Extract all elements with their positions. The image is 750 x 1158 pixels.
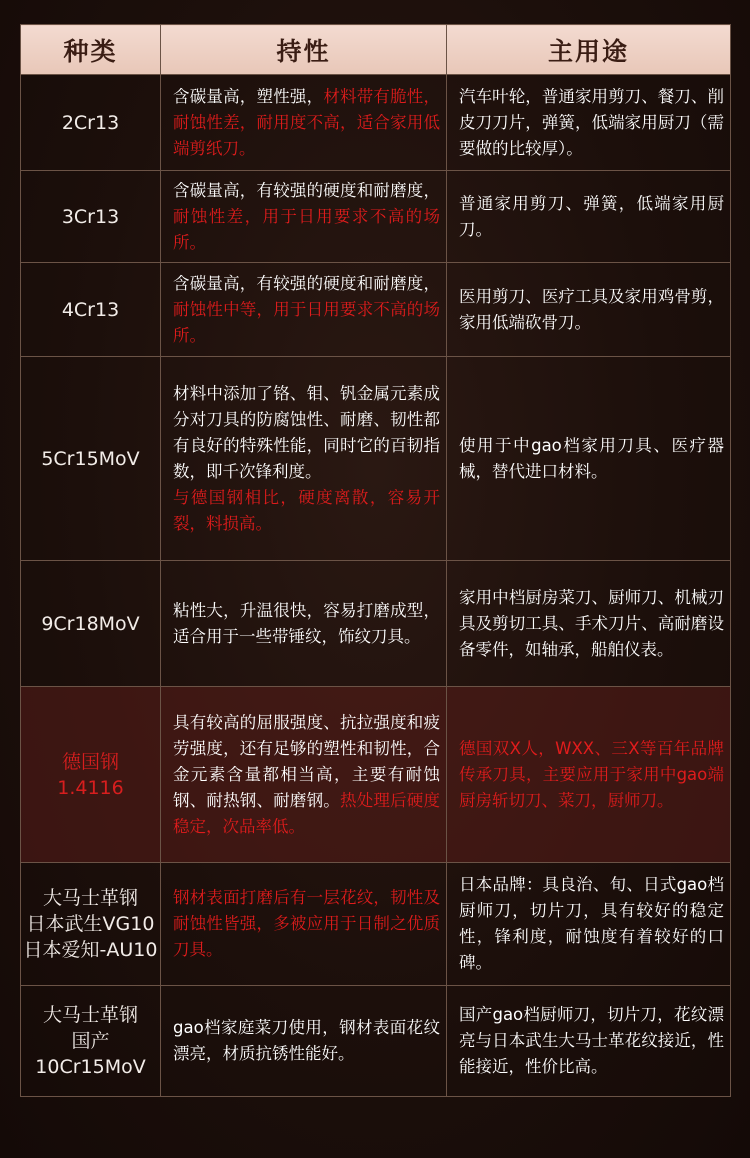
usage-text: 家用中档厨房菜刀、厨师刀、机械刃具及剪切工具、手术刀片、高耐磨设备零件，如轴承，船舶仪表。 — [459, 587, 724, 659]
property-cell — [161, 561, 447, 687]
property-text-highlight: 钢材表面打磨后有一层花纹，韧性及耐蚀性皆强，多被应用于日制之优质刀具。 — [173, 888, 440, 959]
table-row-highlighted — [21, 687, 731, 863]
property-text-highlight: 耐蚀性中等，用于日用要求不高的场所。 — [173, 299, 440, 345]
table-row — [21, 986, 731, 1097]
usage-cell — [447, 863, 731, 986]
usage-cell — [447, 263, 731, 357]
usage-cell — [447, 687, 731, 863]
property-cell — [161, 986, 447, 1097]
usage-cell — [447, 171, 731, 263]
property-text-highlight: 材料带有脆性，耐蚀性差，耐用度不高，适合家用低端剪纸刀。 — [173, 86, 441, 158]
steel-type-name: 4Cr13 — [61, 298, 120, 321]
property-cell — [161, 357, 447, 561]
usage-text: 国产gao档厨师刀，切片刀，花纹漂亮与日本武生大马士革花纹接近，性能接近，性价比高。 — [459, 1005, 724, 1076]
steel-type-cell — [21, 986, 161, 1097]
usage-text: 使用于中gao档家用刀具、医疗器械，替代进口材料。 — [459, 435, 724, 481]
property-cell — [161, 75, 447, 171]
table-row — [21, 863, 731, 986]
usage-text: 日本品牌：具良治、旬、日式gao档厨师刀，切片刀，具有较好的稳定性，锋利度，耐蚀度有着较好的口碑。 — [459, 875, 724, 972]
usage-cell — [447, 986, 731, 1097]
property-text: 含碳量高，有较强的硬度和耐磨度， — [173, 273, 440, 293]
steel-type-name: 大马士革钢 — [42, 1004, 138, 1026]
usage-cell — [447, 561, 731, 687]
property-text-highlight: 耐蚀性差，用于日用要求不高的场所。 — [173, 206, 440, 252]
steel-type-name: 2Cr13 — [61, 111, 120, 134]
steel-type-cell — [21, 171, 161, 263]
property-cell — [161, 263, 447, 357]
table-header-row — [21, 25, 731, 75]
table-row — [21, 75, 731, 171]
steel-type-cell — [21, 357, 161, 561]
table-row — [21, 263, 731, 357]
steel-type-name: 9Cr18MoV — [41, 612, 140, 635]
steel-type-name: 3Cr13 — [61, 205, 120, 228]
usage-cell — [447, 75, 731, 171]
table-row — [21, 561, 731, 687]
steel-type-cell — [21, 75, 161, 171]
usage-text-highlight: 德国双X人，WXX、三X等百年品牌传承刀具，主要应用于家用中gao端厨房斩切刀、菜刀，厨师刀。 — [459, 738, 724, 810]
table-row — [21, 357, 731, 561]
steel-type-cell — [21, 561, 161, 687]
usage-text: 医用剪刀、医疗工具及家用鸡骨剪，家用低端砍骨刀。 — [459, 286, 724, 332]
property-text: 材料中添加了铬、钼、钒金属元素成分对刀具的防腐蚀性、耐磨、韧性都有良好的特殊性能，同时它的百韧指数，即千次锋利度。 — [173, 383, 440, 481]
property-cell — [161, 687, 447, 863]
property-text: 粘性大，升温很快，容易打磨成型，适合用于一些带锤纹，饰纹刀具。 — [173, 600, 440, 646]
property-text: 含碳量高，有较强的硬度和耐磨度， — [173, 180, 440, 200]
property-text: 具有较高的屈服强度、抗拉强度和疲劳强度，还有足够的塑性和韧性，合金元素含量都相当高，主要有耐蚀钢、耐热钢、耐磨钢。 — [173, 712, 440, 810]
steel-type-cell — [21, 863, 161, 986]
steel-type-name: 德国钢 — [61, 750, 119, 773]
steel-type-name: 大马士革钢 — [42, 887, 138, 909]
steel-type-grade: 日本爱知-AU10 — [23, 939, 158, 961]
table-row — [21, 171, 731, 263]
steel-type-grade: 1.4116 — [57, 776, 124, 799]
property-cell — [161, 863, 447, 986]
property-text-highlight: 热处理后硬度稳定，次品率低。 — [173, 790, 441, 836]
header-property: 持性 — [161, 25, 447, 75]
steel-type-grade: 国产10Cr15MoV — [35, 1030, 146, 1078]
steel-type-grade: 日本武生VG10 — [26, 913, 155, 935]
header-usage: 主用途 — [447, 25, 731, 75]
usage-cell — [447, 357, 731, 561]
property-cell — [161, 171, 447, 263]
property-text: gao档家庭菜刀使用，钢材表面花纹漂亮，材质抗锈性能好。 — [173, 1018, 440, 1063]
property-text: 含碳量高，塑性强， — [173, 86, 324, 106]
steel-type-name: 5Cr15MoV — [41, 447, 140, 470]
header-type: 种类 — [21, 25, 161, 75]
usage-text: 普通家用剪刀、弹簧，低端家用厨刀。 — [459, 193, 724, 239]
steel-type-cell — [21, 263, 161, 357]
steel-comparison-table — [20, 24, 731, 1097]
usage-text: 汽车叶轮，普通家用剪刀、餐刀、削皮刀刀片，弹簧，低端家用厨刀（需要做的比较厚）。 — [459, 86, 724, 158]
property-text-highlight: 与德国钢相比，硬度离散，容易开裂，料损高。 — [173, 487, 440, 533]
steel-type-cell — [21, 687, 161, 863]
